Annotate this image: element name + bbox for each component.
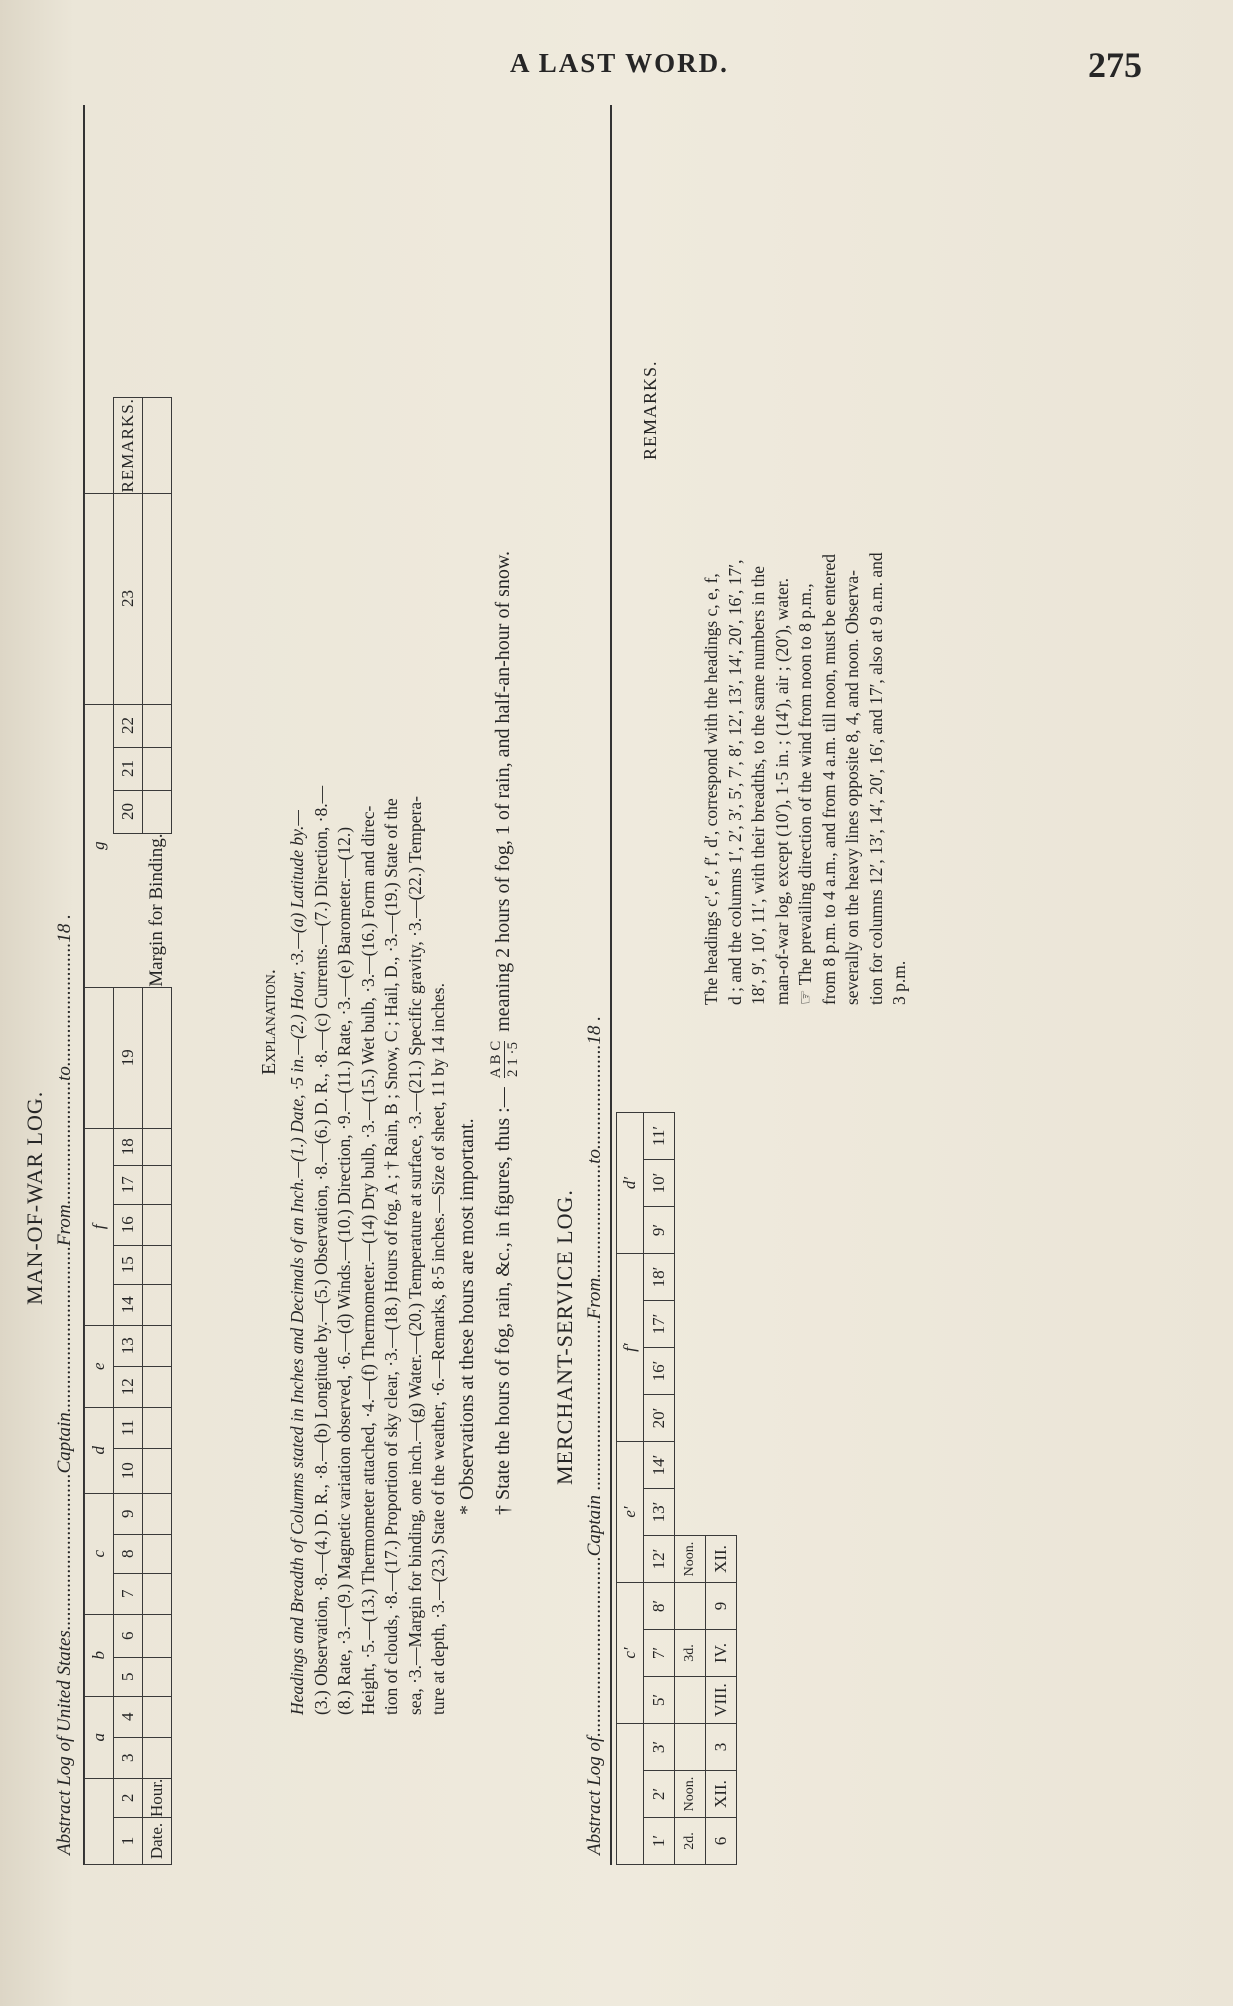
date-cell: Noon. [675,1536,706,1583]
header-row [644,1113,675,1865]
merchant-abstract-line: Abstract Log of......................................Captain ....................................From........................to......................18 . [584,1015,605,1855]
page-number: 275 [1088,45,1142,85]
column-number: 17 [114,1165,143,1204]
column-label: 10′ [644,1160,675,1207]
blank-cell [143,1448,172,1493]
note-hours-tail: meaning 2 hours of fog, 1 of rain, and half-an-hour of snow. [492,550,515,1032]
column-label: 11′ [644,1113,675,1160]
column-number: 4 [114,1696,143,1737]
explanation-line: Headings and Breadth of Columns stated in Inches and Decimals of an Inch.—(1.) Date, ·5 in.—(2.) Hour, ·3.—(a) Latitude by.— [287,810,307,1715]
explanation-line: tion of clouds, ·8.—(17.) Proportion of sky clear, ·3.—(18.) Hours of fog, A ; † Rain, B ; Snow, C ; Hail, D., ·3.—(19.) State of the [381,798,401,1715]
group-label: d′ [617,1113,644,1254]
merchant-note-line: 18′, 9′, 10′, 11′, with their breadths, to the same numbers in the [748,566,768,1005]
column-label: 8′ [644,1583,675,1630]
date-label: Date. [143,1818,172,1865]
column-number: 16 [114,1204,143,1245]
column-label: 14′ [644,1442,675,1489]
date-cell: 3d. [675,1630,706,1677]
note-observations: * Observations at these hours are most important. [456,1118,478,1515]
column-label: 1′ [644,1818,675,1865]
column-label: 7′ [644,1630,675,1677]
group-label: c′ [617,1583,644,1724]
running-head: A LAST WORD. [510,48,729,78]
blank-cell [143,790,172,833]
column-label: 16′ [644,1348,675,1395]
group-letter: a [85,1696,114,1778]
column-number: 12 [114,1366,143,1407]
hour-cell: 9 [706,1583,737,1630]
column-number: 18 [114,1128,143,1165]
blank-cell [143,747,172,790]
header-row [85,398,114,1865]
date-cell [675,1724,706,1771]
group-label: e′ [617,1442,644,1583]
hour-cell: VIII. [706,1677,737,1724]
explanation-line: (3.) Observation, ·8.—(4.) D. R., ·8.—(b) Longitude by.—(5.) Observation, ·8.—(6.) D. R., ·8.—(c) Currents.—(7.) Direction, ·8.— [310,785,331,1715]
explanation-line: ture at depth, ·3.—(23.) State of the weather, ·6.—Remarks, 8·5 inches.—Size of sheet, 11 by 14 inches. [428,983,448,1715]
group-label: f′ [617,1254,644,1442]
merchant-table [616,1112,737,1865]
column-label: 5′ [644,1677,675,1724]
merchant-note-line: d ; and the columns 1′, 2′, 3′, 5′, 7′, 8′, 12′, 13′, 14′, 20′, 16′, 17′, [724,559,745,1005]
column-label: 12′ [644,1536,675,1583]
group-label [617,1724,644,1865]
date-cell [675,1677,706,1724]
blank-cell [143,987,172,1128]
date-cell [675,1583,706,1630]
blank-cell [143,1366,172,1407]
blank-cell [143,1204,172,1245]
merchant-note-line: tion for columns 12′, 13′, 14′, 20′, 16′, and 17′, also at 9 a.m. and [865,552,886,1005]
man-of-war-table [84,397,172,1865]
blank-cell [143,1614,172,1657]
remarks-label: REMARKS. [114,398,143,493]
blank-cell [143,1573,172,1614]
column-number: 22 [114,704,143,747]
column-number: 1 [114,1818,143,1865]
column-number: 11 [114,1407,143,1448]
blank-cell [143,398,172,493]
blank-cell [143,1284,172,1325]
blank-cell [143,1407,172,1448]
merchant-notes [700,552,912,1005]
group-letter: f [85,1128,114,1325]
blank-cell [143,1493,172,1534]
blank-cell [143,1165,172,1204]
header-row [617,1113,644,1865]
man-of-war-title: MAN-OF-WAR LOG. [22,1090,47,1305]
merchant-note-line: The headings c′, e′, f′, d′, correspond with the headings c, e, f, [701,573,721,1005]
merchant-note-line: severally on the heavy lines opposite 8, 4, and noon. Observa- [842,570,862,1005]
rule [610,105,612,1865]
column-label: 13′ [644,1489,675,1536]
remarks-head [85,493,114,704]
column-number: 7 [114,1573,143,1614]
hour-label: Hour. [143,1778,172,1817]
column-number: 10 [114,1448,143,1493]
fraction-bottom: 2 1 ·5 [505,1042,521,1078]
blank-cell [143,704,172,747]
explanation-line: Height, ·5.—(13.) Thermometer attached, ·4.—(f) Thermometer.—(14) Dry bulb, ·3.—(15.) Wet bulb, ·3.—(16.) Form and direc- [357,805,378,1715]
blank-cell [143,493,172,704]
explanation-text [286,786,451,1715]
column-number: 9 [114,1493,143,1534]
column-number: 19 [114,987,143,1128]
blank-cell [143,1696,172,1737]
group-letter: d [85,1407,114,1493]
group-letter: c [85,1493,114,1614]
explanation-line: sea, ·3.—Margin for binding, one inch.—(g) Water.—(20.) Temperature at surface, ·3.—(21.) Specific gravity, ·3.—(22.) Tempera- [404,796,425,1715]
column-number: 3 [114,1737,143,1778]
blank-cell [143,1128,172,1165]
column-number: 20 [114,790,143,833]
column-number: 13 [114,1325,143,1366]
hour-cell: IV. [706,1630,737,1677]
hour-cell: 6 [706,1818,737,1865]
man-of-war-abstract-line: Abstract Log of United States.................................Captain...................................From..........................to..........................18 . [54,914,75,1855]
group-letter [85,1778,114,1864]
column-label: 2′ [644,1771,675,1818]
header-row [114,398,143,1865]
hour-cell: XII. [706,1771,737,1818]
date-row [675,1113,706,1865]
hour-row [706,1113,737,1865]
column-number: 6 [114,1614,143,1657]
explanation-line: (8.) Rate, ·3.—(9.) Magnetic variation observed, ·6.—(d) Winds.—(10.) Direction, ·9.—(11.) Rate, ·3.—(e) Barometer.—(12.) [334,826,354,1715]
note-hours [488,551,521,1515]
merchant-title: MERCHANT-SERVICE LOG. [552,1189,577,1485]
merchant-remarks-label: REMARKS. [640,360,660,460]
column-number: 8 [114,1534,143,1573]
blank-cell [143,1245,172,1284]
column-number: 14 [114,1284,143,1325]
note-fraction [488,1041,521,1079]
column-number: 21 [114,747,143,790]
group-letter: e [85,1325,114,1407]
column-label: 9′ [644,1207,675,1254]
blank-cell [143,1657,172,1696]
hour-cell: XII. [706,1536,737,1583]
column-label: 3′ [644,1724,675,1771]
column-number: 2 [114,1778,143,1817]
blank-cell [143,1325,172,1366]
date-cell: Noon. [675,1771,706,1818]
margin-cell [85,987,114,1128]
date-cell: 2d. [675,1818,706,1865]
margin-cell [114,833,143,987]
column-label: 18′ [644,1254,675,1301]
blank-cell [143,1737,172,1778]
column-number: 23 [114,493,143,704]
merchant-note-line: 3 p.m. [889,960,909,1005]
merchant-note-line: ☞ The prevailing direction of the wind from noon to 8 p.m., [795,583,815,1005]
merchant-note-line: man-of-war log, except (10′), 1·5 in. ; (14′), air ; (20′), water. [771,578,792,1005]
group-letter: b [85,1614,114,1696]
note-hours-lead: † State the hours of fog, rain, &c., in figures, thus :— [492,1087,515,1515]
blank-cell [143,1534,172,1573]
column-number: 5 [114,1657,143,1696]
column-label: 20′ [644,1395,675,1442]
merchant-note-line: from 8 p.m. to 4 a.m., and from 4 a.m. till noon, must be entered [818,553,839,1005]
label-row [143,398,172,1865]
rotated-content [10,75,1210,1865]
column-label: 17′ [644,1301,675,1348]
margin-label: Margin for Binding. [143,833,172,987]
explanation-heading: Explanation. [258,969,280,1075]
hour-cell: 3 [706,1724,737,1771]
column-number: 15 [114,1245,143,1284]
group-letter: g [85,704,114,987]
fraction-top: A B C [488,1040,504,1079]
